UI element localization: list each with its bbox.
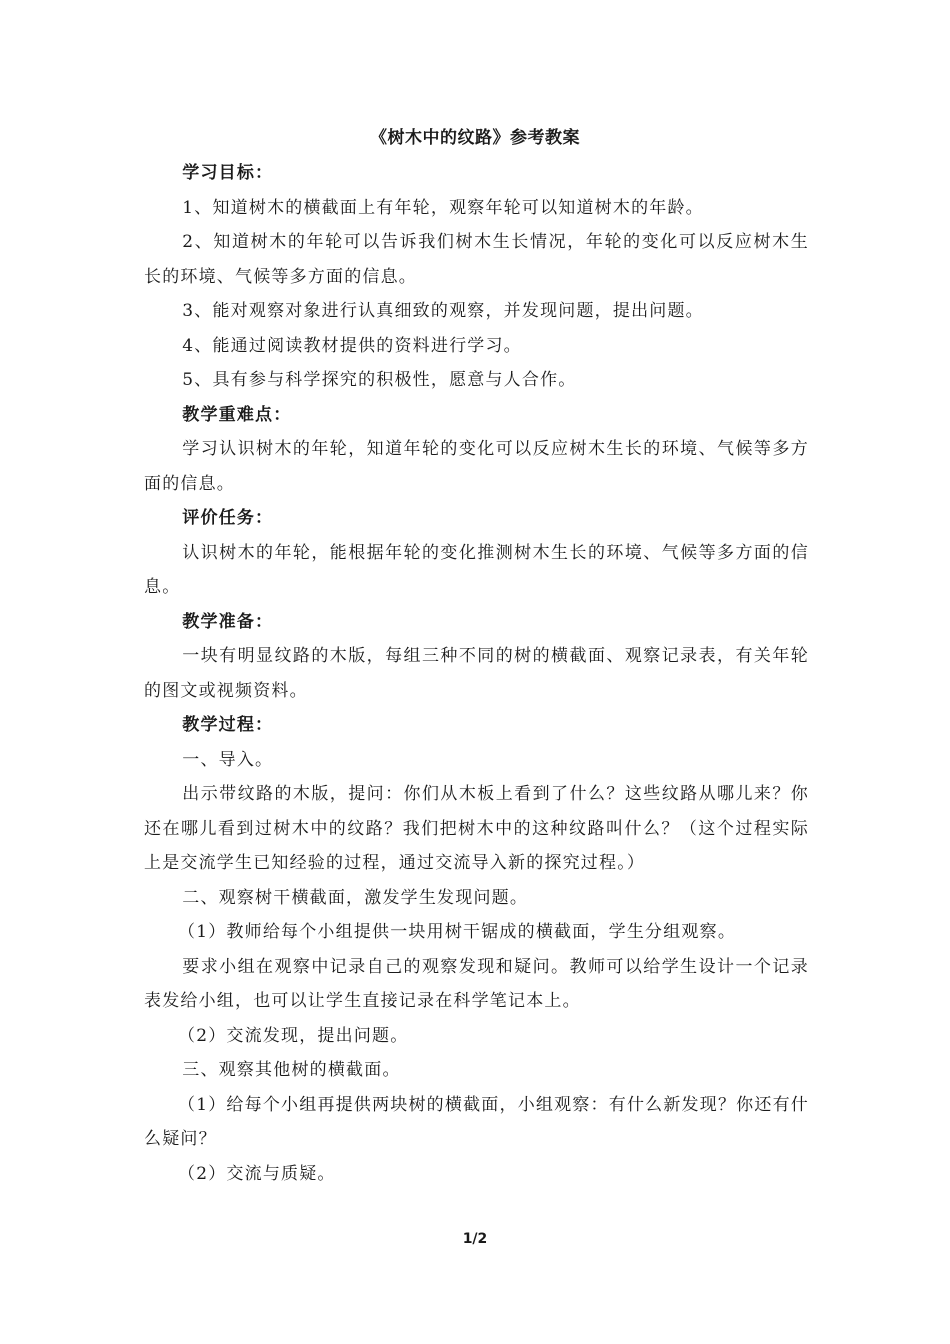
paragraph: 学习认识树木的年轮，知道年轮的变化可以反应树木生长的环境、气候等多方面的信息。	[144, 439, 809, 494]
section-heading-assessment: 评价任务：	[182, 508, 274, 528]
paragraph: 一块有明显纹路的木版，每组三种不同的树的横截面、观察记录表，有关年轮的图文或视频资料。	[144, 646, 809, 701]
paragraph: （1）教师给每个小组提供一块用树干锯成的横截面，学生分组观察。	[178, 922, 737, 942]
section-heading-goals: 学习目标：	[182, 163, 274, 183]
section-heading-process: 教学过程：	[182, 715, 274, 735]
paragraph: 一、导入。	[182, 749, 274, 770]
paragraph: 出示带纹路的木版，提问：你们从木板上看到了什么？这些纹路从哪儿来？你还在哪儿看到过树木中的纹路？我们把树木中的这种纹路叫什么？（这个过程实际上是交流学生已知经验的过程，通过交流导入新的探究过程。）	[144, 784, 809, 873]
paragraph: 1、知道树木的横截面上有年轮，观察年轮可以知道树木的年龄。	[182, 197, 704, 218]
paragraph: 4、能通过阅读教材提供的资料进行学习。	[182, 335, 522, 356]
paragraph: 三、观察其他树的横截面。	[182, 1060, 401, 1080]
paragraph: 认识树木的年轮，能根据年轮的变化推测树木生长的环境、气候等多方面的信息。	[144, 542, 809, 597]
section-heading-key-points: 教学重难点：	[182, 404, 292, 425]
paragraph: 二、观察树干横截面，激发学生发现问题。	[182, 887, 529, 908]
paragraph: （1）给每个小组再提供两块树的横截面，小组观察：有什么新发现？你还有什么疑问？	[144, 1094, 809, 1149]
paragraph: 3、能对观察对象进行认真细致的观察，并发现问题，提出问题。	[182, 301, 704, 321]
section-heading-preparation: 教学准备：	[182, 611, 274, 632]
paragraph: 要求小组在观察中记录自己的观察发现和疑问。教师可以给学生设计一个记录表发给小组，也可以让学生直接记录在科学笔记本上。	[144, 956, 809, 1011]
document-title: 《树木中的纹路》参考教案	[370, 128, 580, 148]
page-number: 1/2	[462, 1231, 488, 1247]
paragraph: 2、知道树木的年轮可以告诉我们树木生长情况，年轮的变化可以反应树木生长的环境、气候等多方面的信息。	[144, 232, 809, 287]
document-body	[144, 156, 809, 1191]
paragraph: 5、具有参与科学探究的积极性，愿意与人合作。	[182, 370, 577, 390]
paragraph: （2）交流发现，提出问题。	[178, 1025, 409, 1046]
paragraph: （2）交流与质疑。	[178, 1163, 336, 1184]
